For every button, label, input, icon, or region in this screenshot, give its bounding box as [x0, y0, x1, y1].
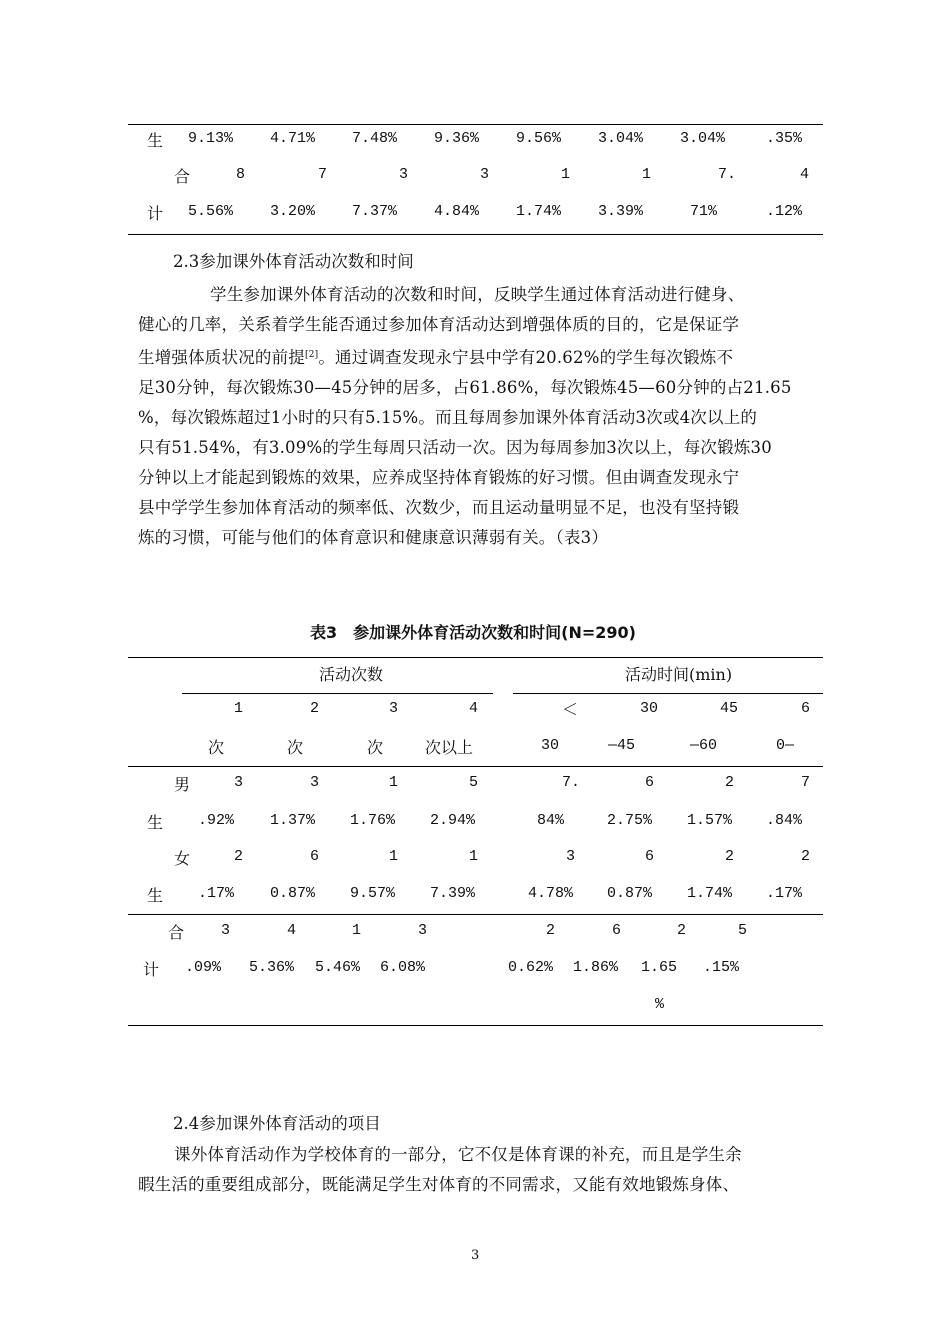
table-cell: 4.78%	[528, 885, 574, 902]
table3-bottom-rule	[128, 1025, 823, 1026]
table3-subheader-rule-right	[513, 693, 823, 694]
table-cell: 3	[480, 166, 490, 183]
table3-header-bottom-rule	[128, 766, 823, 767]
table3-total-rule	[128, 914, 823, 915]
table-cell: 6	[612, 922, 622, 939]
table-cell: 2	[801, 848, 811, 865]
paragraph-line: 炼的习惯，可能与他们的体育意识和健康意识薄弱有关。（表3）	[138, 528, 609, 547]
section-body	[138, 280, 828, 553]
table-cell: 4.84%	[434, 203, 480, 220]
paragraph-text: 。通过调查发现永宁县中学有20.62%的学生每次锻炼不	[318, 348, 734, 367]
table-header-cell: 次	[367, 738, 384, 757]
table-caption: 表3 参加课外体育活动次数和时间(N=290)	[310, 623, 636, 642]
table-cell: 0.87%	[607, 885, 653, 902]
table-cell: 3	[221, 922, 231, 939]
table-cell: .17%	[198, 885, 235, 902]
table-cell: 7	[318, 166, 328, 183]
table-cell: 9.56%	[516, 130, 562, 147]
section-heading: 2.3参加课外体育活动次数和时间	[173, 252, 414, 271]
table-header-cell: 1	[234, 700, 244, 717]
table-cell: 7.	[562, 774, 581, 791]
table3-group-header-time: 活动时间(min)	[625, 665, 733, 684]
table-cell: 2	[234, 848, 244, 865]
paragraph-line: %，每次锻炼超过1小时的只有5.15%。而且每周参加课外体育活动3次或4次以上的	[138, 408, 758, 427]
table-header-cell: 0—	[776, 737, 795, 754]
table-cell: %	[655, 996, 665, 1013]
table-cell: 2	[725, 848, 735, 865]
paragraph-line: 健心的几率，关系着学生能否通过参加体育活动达到增强体质的目的，它是保证学	[138, 315, 740, 334]
table-cell: 6	[310, 848, 320, 865]
table-header-cell: 3	[389, 700, 399, 717]
table-cell: 7.37%	[352, 203, 398, 220]
table-header-cell: ＜	[562, 700, 579, 719]
table-cell: 0.62%	[508, 959, 554, 976]
paragraph-line	[138, 340, 828, 373]
paragraph-line: 县中学学生参加体育活动的频率低、次数少，而且运动量明显不足，也没有坚持锻	[138, 498, 740, 517]
table-cell: 2.75%	[607, 812, 653, 829]
table-cell: 9.36%	[434, 130, 480, 147]
paragraph-line: 学生参加课外体育活动的次数和时间，反映学生通过体育活动进行健身、	[210, 285, 745, 304]
paragraph-line: 分钟以上才能起到锻炼的效果，应养成坚持体育锻炼的好习惯。但由调查发现永宁	[138, 468, 740, 487]
table3-row-label: 计	[143, 960, 160, 979]
table-cell: 3.04%	[680, 130, 726, 147]
table-cell: 3.04%	[598, 130, 644, 147]
citation-ref: [2]	[305, 350, 319, 360]
table-header-cell: 45	[720, 700, 739, 717]
table-cell: 6	[645, 848, 655, 865]
table-cell: 1	[389, 848, 399, 865]
table-header-cell: —60	[690, 737, 718, 754]
table-cell: 2	[677, 922, 687, 939]
table-cell: .15%	[703, 959, 740, 976]
table-cell: .35%	[766, 130, 803, 147]
table-cell: 8	[236, 166, 246, 183]
table-cell: 3	[399, 166, 409, 183]
table-cell: 4	[800, 166, 810, 183]
table-cell: 84%	[537, 812, 565, 829]
table-cell: 2	[725, 774, 735, 791]
table-cell: 3	[310, 774, 320, 791]
table-header-cell: 6	[801, 700, 811, 717]
table3-top-rule	[128, 657, 823, 658]
table2-row-label: 生	[147, 131, 164, 150]
table-cell: 7.48%	[352, 130, 398, 147]
table-cell: 3.39%	[598, 203, 644, 220]
table-cell: 5	[738, 922, 748, 939]
table-cell: 3	[234, 774, 244, 791]
table-cell: 5.56%	[188, 203, 234, 220]
table-cell: 9.57%	[350, 885, 396, 902]
table-cell: 1.74%	[516, 203, 562, 220]
table-header-cell: 次以上	[425, 738, 474, 757]
table-cell: 1.65	[641, 959, 678, 976]
table-cell: .12%	[766, 203, 803, 220]
paragraph-line: 课外体育活动作为学校体育的一部分，它不仅是体育课的补充，而且是学生余	[174, 1145, 742, 1164]
table3-row-label: 合	[168, 923, 185, 942]
table3-row-label: 生	[147, 813, 164, 832]
table-cell: 1	[352, 922, 362, 939]
table-cell: 1	[561, 166, 571, 183]
table-header-cell: 次	[208, 738, 225, 757]
table-cell: 5.46%	[315, 959, 361, 976]
table3-group-header-count: 活动次数	[319, 665, 384, 684]
table-cell: 4.71%	[270, 130, 316, 147]
table-cell: .92%	[198, 812, 235, 829]
table-cell: 3	[566, 848, 576, 865]
table-cell: 5.36%	[249, 959, 295, 976]
table-cell: 5	[469, 774, 479, 791]
table-cell: .84%	[766, 812, 803, 829]
paragraph-text: 生增强体质状况的前提	[138, 348, 305, 367]
table-header-cell: 30	[640, 700, 659, 717]
table-cell: 1.74%	[687, 885, 733, 902]
table2-row-label: 合	[174, 167, 191, 186]
section-heading: 2.4参加课外体育活动的项目	[173, 1114, 381, 1133]
table-cell: 1.76%	[350, 812, 396, 829]
table-header-cell: 4	[469, 700, 479, 717]
table3-row-label: 女	[174, 849, 191, 868]
table-header-cell: 2	[310, 700, 320, 717]
table3-subheader-rule-left	[182, 693, 493, 694]
table-cell: 4	[287, 922, 297, 939]
table-cell: 1.57%	[687, 812, 733, 829]
table3-row-label: 生	[147, 886, 164, 905]
table-header-cell: —45	[608, 737, 636, 754]
paragraph-line: 只有51.54%，有3.09%的学生每周只活动一次。因为每周参加3次以上，每次锻炼30	[138, 438, 772, 457]
table-cell: 7.	[718, 166, 737, 183]
table-cell: 3	[418, 922, 428, 939]
table-cell: 1	[642, 166, 652, 183]
table3-row-label: 男	[174, 775, 191, 794]
table-header-cell: 次	[287, 738, 304, 757]
table-cell: 7	[801, 774, 811, 791]
table2-row-label: 计	[147, 204, 164, 223]
table-cell: 6.08%	[380, 959, 426, 976]
table-header-cell: 30	[541, 737, 560, 754]
table-cell: 1.86%	[573, 959, 619, 976]
page-number: 3	[471, 1248, 480, 1263]
table-cell: 0.87%	[270, 885, 316, 902]
table-cell: 71%	[690, 203, 718, 220]
section-body	[138, 1140, 828, 1200]
paragraph-line: 暇生活的重要组成部分，既能满足学生对体育的不同需求，又能有效地锻炼身体、	[138, 1175, 740, 1194]
table-cell: 1	[469, 848, 479, 865]
table-cell: 3.20%	[270, 203, 316, 220]
table-cell: .17%	[766, 885, 803, 902]
table-cell: 6	[645, 774, 655, 791]
table-cell: 9.13%	[188, 130, 234, 147]
table2-top-rule	[128, 124, 823, 125]
table-cell: 2.94%	[430, 812, 476, 829]
table-cell: 1.37%	[270, 812, 316, 829]
table2-bottom-rule	[128, 234, 823, 235]
paragraph-line: 足30分钟，每次锻炼30—45分钟的居多，占61.86%，每次锻炼45—60分钟的占21.65	[138, 378, 792, 397]
table-cell: 7.39%	[430, 885, 476, 902]
table-cell: .09%	[185, 959, 222, 976]
table-cell: 1	[389, 774, 399, 791]
table-cell: 2	[546, 922, 556, 939]
